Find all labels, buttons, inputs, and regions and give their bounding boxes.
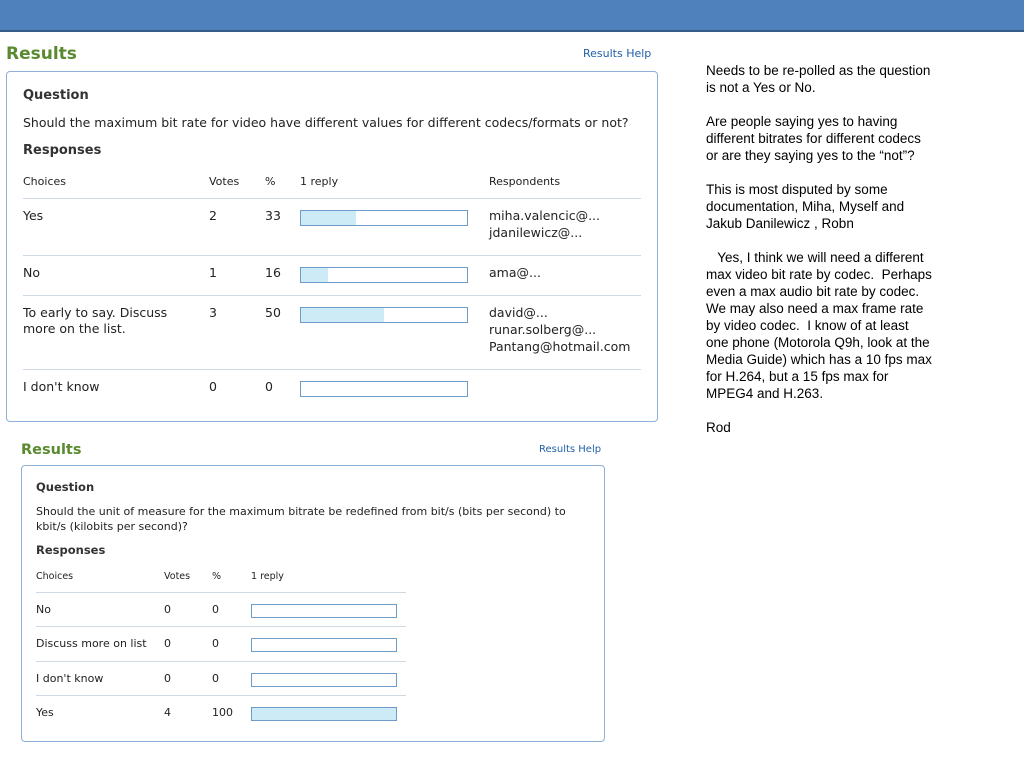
poll1-votes: 2 bbox=[209, 208, 217, 223]
poll2-choice: I don't know bbox=[36, 672, 104, 685]
poll2-pct: 0 bbox=[212, 637, 219, 650]
poll1-choice: To early to say. Discuss more on the list. bbox=[23, 305, 168, 337]
poll1-choice: No bbox=[23, 265, 40, 280]
poll1-results-help-link[interactable]: Results Help bbox=[583, 47, 652, 60]
poll2-col-choices: Choices bbox=[36, 571, 74, 582]
poll1-row-divider bbox=[23, 295, 641, 296]
poll1-row-divider bbox=[23, 198, 641, 199]
poll1-progress-fill bbox=[301, 211, 356, 225]
poll1-progress-fill bbox=[301, 308, 384, 322]
poll2-row-divider bbox=[36, 695, 406, 696]
poll2-question-heading: Question bbox=[36, 480, 95, 494]
poll2-progress-bar bbox=[251, 604, 397, 618]
poll2-results-help-link[interactable]: Results Help bbox=[539, 444, 602, 455]
poll2-votes: 0 bbox=[164, 672, 171, 685]
poll1-col-votes: Votes bbox=[209, 175, 240, 188]
poll1-respondent: runar.solberg@... bbox=[489, 322, 597, 337]
note-paragraph: Needs to be re-polled as the question is not a Yes or No. bbox=[706, 63, 935, 95]
poll1-choice: Yes bbox=[23, 208, 44, 223]
note-paragraph: Are people saying yes to having different bitrates for different codecs or are they saying yes to the “not”? bbox=[706, 114, 925, 163]
poll2-choice: Discuss more on list bbox=[36, 637, 147, 650]
poll2-pct: 0 bbox=[212, 603, 219, 616]
poll1-progress-bar bbox=[300, 381, 468, 397]
poll2-votes: 0 bbox=[164, 603, 171, 616]
poll2-row-divider bbox=[36, 592, 406, 593]
speaker-notes bbox=[706, 62, 936, 453]
poll2-progress-bar bbox=[251, 673, 397, 687]
poll1-respondent: david@... bbox=[489, 305, 548, 320]
poll2-panel bbox=[21, 465, 605, 742]
poll1-respondent: jdanilewicz@... bbox=[489, 225, 583, 240]
poll2-progress-bar bbox=[251, 638, 397, 652]
poll1-responses-heading: Responses bbox=[23, 143, 102, 158]
poll1-choice: I don't know bbox=[23, 379, 100, 394]
poll2-responses-heading: Responses bbox=[36, 543, 106, 557]
poll1-results-title: Results bbox=[6, 44, 77, 64]
poll1-row-divider bbox=[23, 255, 641, 256]
poll2-col-votes: Votes bbox=[164, 571, 191, 582]
poll2-col-reply: 1 reply bbox=[251, 571, 284, 582]
poll1-votes: 3 bbox=[209, 305, 217, 320]
poll2-votes: 4 bbox=[164, 706, 171, 719]
note-paragraph: This is most disputed by some documentation, Miha, Myself and Jakub Danilewicz , Robn bbox=[706, 182, 908, 231]
poll1-pct: 33 bbox=[265, 208, 281, 223]
poll1-pct: 16 bbox=[265, 265, 281, 280]
poll2-pct: 0 bbox=[212, 672, 219, 685]
poll1-respondent: miha.valencic@... bbox=[489, 208, 600, 223]
poll1-question-heading: Question bbox=[23, 88, 89, 103]
poll1-col-pct: % bbox=[265, 175, 276, 188]
poll1-col-choices: Choices bbox=[23, 175, 66, 188]
poll1-row-divider bbox=[23, 369, 641, 370]
top-banner bbox=[0, 0, 1024, 32]
poll2-choice: No bbox=[36, 603, 51, 616]
poll1-respondent: Pantang@hotmail.com bbox=[489, 339, 631, 354]
poll2-progress-bar bbox=[251, 707, 397, 721]
poll1-respondent: ama@... bbox=[489, 265, 541, 280]
poll1-panel bbox=[6, 71, 658, 422]
poll2-choice: Yes bbox=[36, 706, 54, 719]
poll2-row-divider bbox=[36, 661, 406, 662]
poll1-pct: 0 bbox=[265, 379, 273, 394]
note-paragraph: Yes, I think we will need a different max video bit rate by codec. Perhaps even a max audio bit rate by codec. We may also need a max frame rate by video codec. I know of at least one phone (Motorola Q9h, look at the Media Guide) which has a 10 fps max for H.264, but a 15 fps max for MPEG4 and H.263. bbox=[706, 250, 936, 401]
poll1-pct: 50 bbox=[265, 305, 281, 320]
poll1-progress-fill bbox=[301, 268, 328, 282]
poll2-pct: 100 bbox=[212, 706, 233, 719]
poll1-question-text: Should the maximum bit rate for video have different values for different codecs/formats or not? bbox=[23, 115, 629, 130]
poll2-question-text: Should the unit of measure for the maximum bitrate be redefined from bit/s (bits per second) to kbit/s (kilobits per second)? bbox=[36, 505, 566, 533]
poll1-progress-bar bbox=[300, 307, 468, 323]
note-paragraph: Rod bbox=[706, 420, 731, 435]
poll1-col-reply: 1 reply bbox=[300, 175, 339, 188]
poll2-votes: 0 bbox=[164, 637, 171, 650]
poll1-col-respondents: Respondents bbox=[489, 175, 561, 188]
poll1-progress-bar bbox=[300, 210, 468, 226]
poll1-votes: 1 bbox=[209, 265, 217, 280]
poll2-results-title: Results bbox=[21, 442, 82, 458]
poll1-votes: 0 bbox=[209, 379, 217, 394]
poll2-progress-fill bbox=[252, 708, 396, 720]
poll2-col-pct: % bbox=[212, 571, 222, 582]
poll2-row-divider bbox=[36, 626, 406, 627]
poll1-progress-bar bbox=[300, 267, 468, 283]
